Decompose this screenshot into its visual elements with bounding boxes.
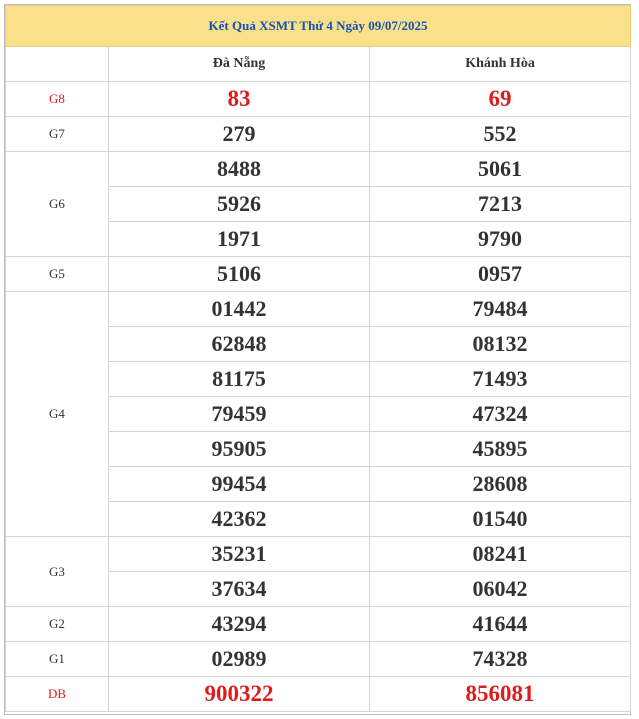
result-khanhhoa: 41644 [370,607,631,642]
result-khanhhoa: 71493 [370,362,631,397]
result-khanhhoa: 01540 [370,502,631,537]
result-khanhhoa: 06042 [370,572,631,607]
prize-label: G5 [6,257,109,292]
prize-label: G7 [6,117,109,152]
result-danang: 42362 [109,502,370,537]
result-danang: 900322 [109,677,370,712]
prize-label: G8 [6,82,109,117]
prize-row [6,152,631,187]
result-danang: 01442 [109,292,370,327]
result-danang: 5926 [109,187,370,222]
title-row [6,6,631,47]
result-khanhhoa: 74328 [370,642,631,677]
result-danang: 37634 [109,572,370,607]
result-khanhhoa: 28608 [370,467,631,502]
prize-row [6,292,631,327]
result-khanhhoa: 47324 [370,397,631,432]
result-danang: 83 [109,82,370,117]
result-khanhhoa: 79484 [370,292,631,327]
result-danang: 62848 [109,327,370,362]
result-khanhhoa: 9790 [370,222,631,257]
result-danang: 99454 [109,467,370,502]
prize-label: G4 [6,292,109,537]
result-danang: 279 [109,117,370,152]
prize-row [6,257,631,292]
prize-row [6,607,631,642]
page-title: Kết Quả XSMT Thứ 4 Ngày 09/07/2025 [6,6,631,47]
result-khanhhoa: 69 [370,82,631,117]
header-row [6,47,631,82]
results-table [5,5,631,712]
result-danang: 1971 [109,222,370,257]
prize-label: G3 [6,537,109,607]
result-danang: 81175 [109,362,370,397]
result-khanhhoa: 08241 [370,537,631,572]
result-danang: 95905 [109,432,370,467]
prize-label: G2 [6,607,109,642]
prize-row [6,642,631,677]
result-danang: 35231 [109,537,370,572]
result-khanhhoa: 0957 [370,257,631,292]
prize-row [6,82,631,117]
prize-label: DB [6,677,109,712]
result-khanhhoa: 552 [370,117,631,152]
province-header-danang: Đà Nẵng [109,47,370,82]
result-khanhhoa: 5061 [370,152,631,187]
result-khanhhoa: 7213 [370,187,631,222]
prize-header-cell [6,47,109,82]
prize-label: G1 [6,642,109,677]
result-danang: 8488 [109,152,370,187]
result-danang: 02989 [109,642,370,677]
results-panel [4,4,631,715]
province-header-khanhhoa: Khánh Hòa [370,47,631,82]
result-danang: 79459 [109,397,370,432]
result-khanhhoa: 08132 [370,327,631,362]
prize-row [6,677,631,712]
prize-row [6,537,631,572]
result-danang: 5106 [109,257,370,292]
prize-row [6,117,631,152]
result-khanhhoa: 45895 [370,432,631,467]
result-danang: 43294 [109,607,370,642]
result-khanhhoa: 856081 [370,677,631,712]
prize-label: G6 [6,152,109,257]
